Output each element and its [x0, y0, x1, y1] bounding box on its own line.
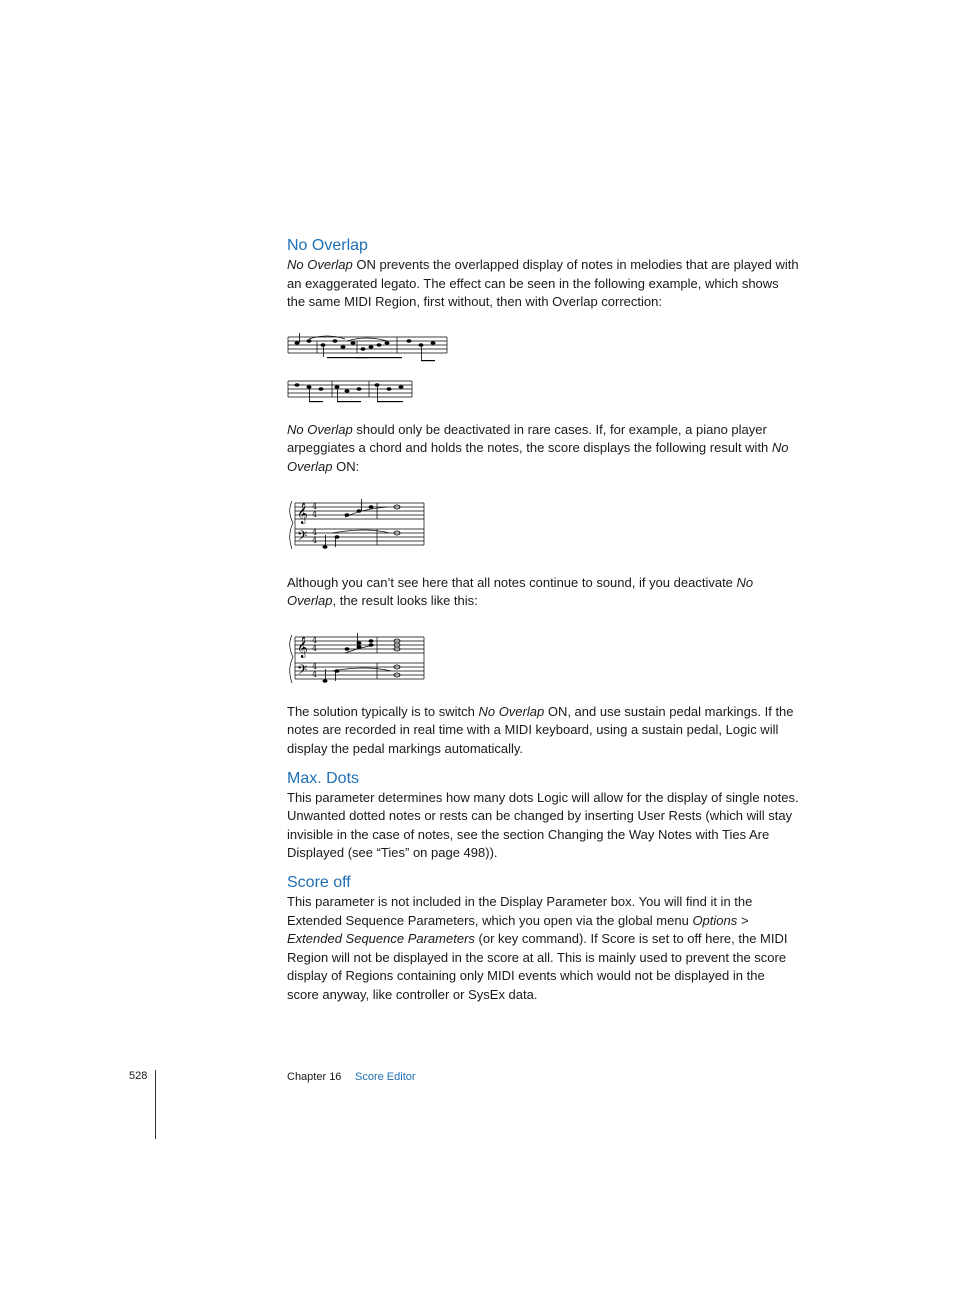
- body-text: ON prevents the overlapped display of notes in melodies that are played with an exaggerated legato. The effect can be seen in the following example, which shows the same MIDI Region, first without, then with Overlap correction:: [287, 257, 799, 310]
- score-example-arpeggio-no-overlap-on: [287, 497, 799, 553]
- body-text: This parameter is not included in the Display Parameter box. You will find it in the Extended Sequence Parameters, which you open via the global menu: [287, 893, 753, 928]
- heading-max-dots: Max. Dots: [287, 769, 360, 787]
- score-off-paragraph: [287, 893, 799, 1005]
- svg-text:4: 4: [312, 643, 318, 653]
- no-overlap-paragraph-3: [287, 574, 799, 611]
- body-text: (or key command). If Score is set to off here, the MIDI Region will not be displayed in the score at all. This is mainly used to prevent the score display of Regions containing only MIDI events which would not be displayed in the score anyway, like controller or SysEx data.: [287, 931, 788, 1002]
- page-content: [287, 236, 799, 1004]
- svg-text:𝄢: 𝄢: [297, 661, 308, 681]
- emphasis-text: No Overlap: [287, 421, 353, 437]
- body-text: should only be deactivated in rare cases. If, for example, a piano player arpeggiates a chord and holds the notes, the score displays the following result with: [287, 421, 772, 456]
- score-example-arpeggio-no-overlap-off: [287, 631, 799, 687]
- svg-text:4: 4: [312, 509, 318, 519]
- body-text: Although you can’t see here that all notes continue to sound, if you deactivate: [287, 574, 737, 590]
- svg-text:4: 4: [312, 661, 318, 671]
- heading-no-overlap: No Overlap: [287, 237, 368, 254]
- emphasis-text: Options > Extended Sequence Parameters: [287, 912, 749, 947]
- page-number: 528: [129, 1070, 148, 1082]
- body-text: ON:: [332, 458, 360, 474]
- body-text: This parameter determines how many dots Logic will allow for the display of single notes. Unwanted dotted notes or rests can be changed by inserting User Rests (which will stay invisible in the case of notes, see the section Changing the Way Notes with Ties Are Displayed (see “Ties” on page 498)).: [287, 789, 799, 861]
- chapter-title-link[interactable]: Score Editor: [355, 1071, 416, 1083]
- svg-text:4: 4: [312, 501, 318, 511]
- score-example-overlap-off: [287, 327, 799, 367]
- emphasis-text: No Overlap: [478, 703, 545, 719]
- emphasis-text: No Overlap: [287, 257, 353, 272]
- body-text: ON, and use sustain pedal markings. If the notes are recorded in real time with a MIDI keyboard, using a sustain pedal, Logic will display the pedal markings automatically.: [287, 703, 794, 756]
- body-text: The solution typically is to switch: [287, 703, 479, 719]
- svg-text:4: 4: [312, 527, 318, 537]
- no-overlap-paragraph-4: [287, 703, 799, 759]
- svg-text:4: 4: [312, 669, 318, 679]
- footer-rule: [155, 1070, 156, 1139]
- chapter-label: Chapter 16: [287, 1071, 342, 1083]
- page-footer: [0, 1070, 954, 1140]
- svg-text:𝄞: 𝄞: [297, 502, 308, 524]
- heading-score-off: Score off: [287, 873, 351, 891]
- no-overlap-paragraph-1: [287, 256, 799, 312]
- emphasis-text: No Overlap: [287, 574, 754, 609]
- svg-text:4: 4: [312, 535, 318, 545]
- svg-text:4: 4: [312, 635, 318, 645]
- svg-text:𝄞: 𝄞: [297, 636, 308, 658]
- score-example-overlap-on: [287, 375, 799, 409]
- svg-text:𝄢: 𝄢: [297, 527, 308, 547]
- max-dots-paragraph: [287, 789, 799, 863]
- no-overlap-paragraph-2: [287, 421, 799, 477]
- emphasis-text: No Overlap: [287, 440, 789, 474]
- body-text: , the result looks like this:: [332, 593, 478, 609]
